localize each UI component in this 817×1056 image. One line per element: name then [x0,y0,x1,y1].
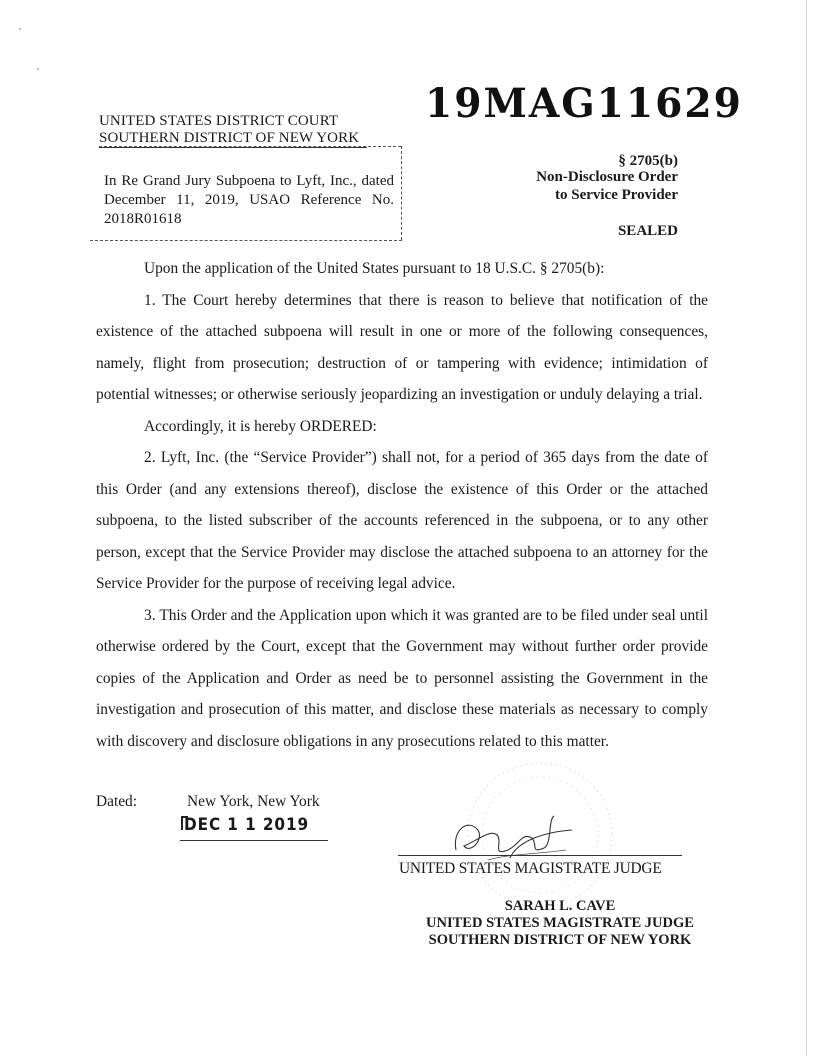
judge-title: UNITED STATES MAGISTRATE JUDGE [426,915,694,931]
dated-place: New York, New York [187,793,320,810]
scan-edge-line [806,0,807,1056]
caption-box-right [401,146,402,240]
court-district: SOUTHERN DISTRICT OF NEW YORK [99,130,360,146]
court-district-underline [99,147,367,148]
order-title-line1: Non-Disclosure Order [536,169,678,185]
order-title-line2: to Service Provider [554,187,678,203]
ordered-line: Accordingly, it is hereby ORDERED: [144,417,377,435]
signature-line-title: UNITED STATES MAGISTRATE JUDGE [399,860,662,877]
court-name: UNITED STATES DISTRICT COURT [99,113,339,129]
margin-mark [37,68,39,70]
intro-paragraph: Upon the application of the United States pursuant to 18 U.S.C. § 2705(b): [144,260,605,277]
dated-label: Dated: [96,793,138,810]
judge-name: SARAH L. CAVE [504,898,616,914]
order-body [96,253,708,757]
case-caption: In Re Grand Jury Subpoena to Lyft, Inc., dated December 11, 2019, USAO Reference No. 2018R01618 [104,173,394,227]
judge-district: SOUTHERN DISTRICT OF NEW YORK [428,932,692,948]
paragraph-1: 1. The Court hereby determines that there is reason to believe that notification of the existence of the attached subpoena will result in one or more of the following consequences, namely, flight from prosecution; destruction of or tampering with evidence; intimidation of potential witnesses; or otherwise seriously jeopardizing an investigation or unduly delaying a trial. [96,291,708,403]
caption-box-top [99,146,401,147]
sealed-label: SEALED [617,223,678,239]
date-underline [180,840,328,841]
caption-box-bottom [90,240,402,241]
paragraph-3: 3. This Order and the Application upon which it was granted are to be filed under seal until otherwise ordered by the Court, except that the Government may without further order provide copies of the Application and Order as need be to personnel assisting the Government in the investigation and prosecution of this matter, and disclose these materials as necessary to comply with discovery and disclosure obligations in any prosecutions related to this matter. [96,606,708,750]
margin-mark [19,28,21,30]
signature-line [398,855,682,856]
paragraph-2: 2. Lyft, Inc. (the “Service Provider”) shall not, for a period of 365 days from the date of this Order (and any extensions thereof), disclose the existence of this Order or the attached subpoena, to the listed subscriber of the accounts referenced in the subpoena, or to any other person, except that the Service Provider may disclose the attached subpoena to an attorney for the Service Provider for the purpose of receiving legal advice. [96,449,708,592]
date-stamp-bracket [181,816,188,830]
statute-reference: § 2705(b) [618,153,678,169]
date-stamp: DEC 1 1 2019 [184,815,310,835]
judge-name-block [412,898,708,949]
case-number-stamp: 19MAG11629 [425,80,743,127]
